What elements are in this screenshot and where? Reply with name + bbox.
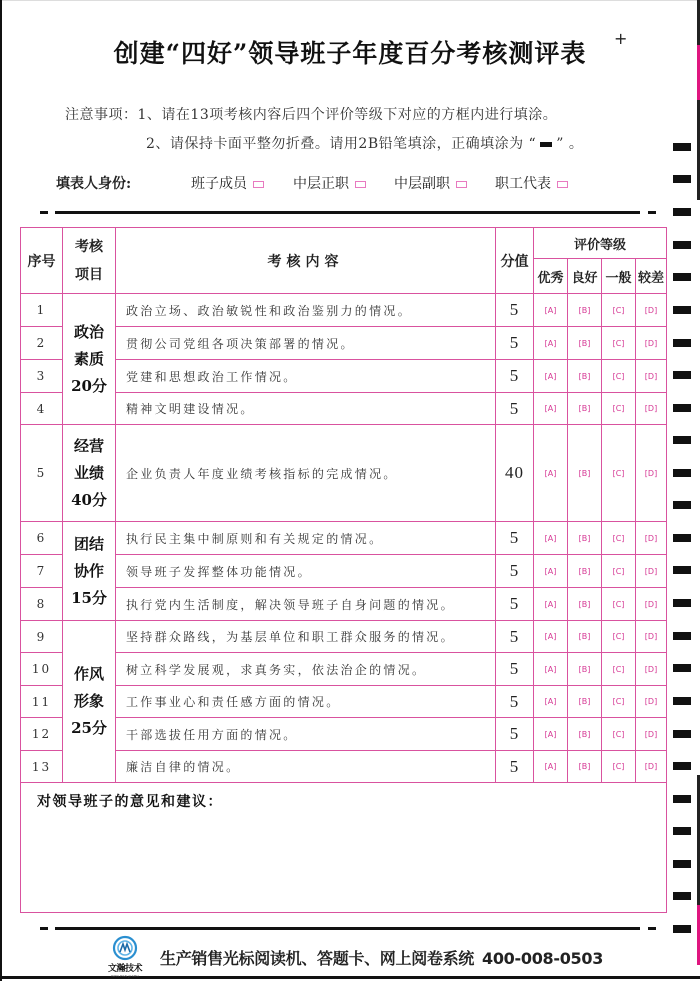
category-line: 作风 — [73, 665, 104, 683]
notes-line-1 — [65, 104, 557, 124]
notes-line-2 — [146, 133, 583, 153]
bubble-a[interactable]: [A] — [534, 327, 568, 360]
timing-mark — [673, 599, 691, 607]
bubble-d[interactable]: [D] — [636, 393, 667, 425]
bubble-a[interactable]: [A] — [534, 588, 568, 621]
row-score: 5 — [496, 555, 534, 588]
header-rating-poor: 较差 — [636, 259, 667, 294]
row-score: 5 — [496, 718, 534, 751]
timing-mark — [673, 273, 691, 281]
timing-mark — [673, 436, 691, 444]
row-number: 4 — [21, 393, 63, 425]
bubble-c[interactable]: [C] — [602, 686, 636, 718]
row-number: 3 — [21, 360, 63, 393]
timing-mark — [673, 534, 691, 542]
bubble-d[interactable]: [D] — [636, 294, 667, 327]
timing-mark — [673, 697, 691, 705]
row-score: 5 — [496, 360, 534, 393]
bubble-d[interactable]: [D] — [636, 588, 667, 621]
bubble-d[interactable]: [D] — [636, 522, 667, 555]
separator-dash — [40, 211, 48, 214]
row-content: 干部选拔任用方面的情况。 — [116, 718, 496, 751]
bubble-c[interactable]: [C] — [602, 751, 636, 783]
header-category-line1: 考核 — [75, 238, 103, 255]
suggestions-label: 对领导班子的意见和建议： — [37, 794, 223, 810]
table-row — [21, 588, 667, 621]
bubble-b[interactable]: [B] — [568, 294, 602, 327]
separator-dash — [40, 927, 48, 930]
bubble-d[interactable]: [D] — [636, 751, 667, 783]
row-content: 工作事业心和责任感方面的情况。 — [116, 686, 496, 718]
timing-mark — [673, 175, 691, 183]
bubble-d[interactable]: [D] — [636, 360, 667, 393]
company-logo — [104, 935, 146, 979]
bubble-c[interactable]: [C] — [602, 360, 636, 393]
row-number: 6 — [21, 522, 63, 555]
timing-mark — [673, 925, 691, 933]
row-number: 2 — [21, 327, 63, 360]
table-row — [21, 555, 667, 588]
checkbox-bubble-icon[interactable] — [456, 181, 467, 188]
timing-mark — [673, 664, 691, 672]
identity-label — [56, 173, 131, 193]
option-label: 职工代表 — [495, 176, 551, 192]
table-row — [21, 751, 667, 783]
separator-dash — [648, 211, 656, 214]
timing-mark — [673, 501, 691, 509]
category-style — [63, 621, 116, 783]
bubble-d[interactable]: [D] — [636, 718, 667, 751]
bubble-a[interactable]: [A] — [534, 294, 568, 327]
bubble-a[interactable]: [A] — [534, 751, 568, 783]
checkbox-bubble-icon[interactable] — [557, 181, 568, 188]
identity-option-middle-deputy[interactable] — [394, 173, 467, 193]
bubble-d[interactable]: [D] — [636, 555, 667, 588]
row-number: 9 — [21, 621, 63, 653]
bubble-c[interactable]: [C] — [602, 294, 636, 327]
logo-name: 文瀚技术 — [107, 964, 142, 974]
logo-swirl-icon — [112, 935, 138, 961]
row-number: 7 — [21, 555, 63, 588]
category-teamwork — [63, 522, 116, 621]
bubble-b[interactable]: [B] — [568, 686, 602, 718]
bubble-d[interactable]: [D] — [636, 327, 667, 360]
row-content: 精神文明建设情况。 — [116, 393, 496, 425]
filled-mark-example-icon — [540, 142, 552, 147]
footer-text: 生产销售光标阅读机、答题卡、网上阅卷系统 — [160, 949, 475, 968]
timing-mark — [673, 730, 691, 738]
bubble-c[interactable]: [C] — [602, 718, 636, 751]
bubble-b[interactable]: [B] — [568, 327, 602, 360]
row-number: 5 — [21, 425, 63, 522]
table-row — [21, 686, 667, 718]
page-top-border — [0, 0, 700, 1]
timing-mark — [673, 566, 691, 574]
header-rating-excellent: 优秀 — [534, 259, 568, 294]
bubble-c[interactable]: [C] — [602, 327, 636, 360]
row-score: 5 — [496, 621, 534, 653]
footer-advert — [160, 946, 603, 969]
footer-phone: 400-008-0503 — [482, 949, 604, 968]
timing-mark — [673, 827, 691, 835]
row-score: 5 — [496, 393, 534, 425]
bubble-b[interactable]: [B] — [568, 360, 602, 393]
category-points: 20分 — [71, 376, 107, 395]
timing-mark — [673, 339, 691, 347]
timing-mark — [673, 306, 691, 314]
bubble-a[interactable]: [A] — [534, 686, 568, 718]
bubble-c[interactable]: [C] — [602, 621, 636, 653]
page-left-border — [0, 0, 2, 981]
bubble-d[interactable]: [D] — [636, 621, 667, 653]
row-score: 5 — [496, 294, 534, 327]
timing-mark — [673, 469, 691, 477]
table-row — [21, 393, 667, 425]
bubble-c[interactable]: [C] — [602, 522, 636, 555]
row-content: 政治立场、政治敏锐性和政治鉴别力的情况。 — [116, 294, 496, 327]
row-number: 10 — [21, 653, 63, 686]
registration-mark-icon: + — [614, 29, 628, 48]
top-separator-line — [55, 211, 640, 214]
row-number: 8 — [21, 588, 63, 621]
table-row — [21, 360, 667, 393]
row-content: 领导班子发挥整体功能情况。 — [116, 555, 496, 588]
row-score: 5 — [496, 327, 534, 360]
bubble-a[interactable]: [A] — [534, 522, 568, 555]
header-category-line2: 项目 — [75, 266, 103, 283]
header-rating-group: 评价等级 — [534, 228, 667, 259]
row-content: 执行党内生活制度，解决领导班子自身问题的情况。 — [116, 588, 496, 621]
category-line: 政治 — [73, 322, 104, 341]
bubble-b[interactable]: [B] — [568, 522, 602, 555]
checkbox-bubble-icon[interactable] — [253, 181, 264, 188]
timing-mark — [673, 632, 691, 640]
timing-mark — [673, 795, 691, 803]
table-row — [21, 327, 667, 360]
notes-label: 注意事项： — [65, 107, 138, 123]
category-line: 素质 — [73, 349, 104, 368]
category-business — [63, 425, 116, 522]
header-index: 序号 — [21, 228, 63, 294]
row-content: 廉洁自律的情况。 — [116, 751, 496, 783]
note-item-2-prefix: 2、请保持卡面平整勿折叠。请用2B铅笔填涂，正确填涂为 “ — [146, 136, 537, 152]
identity-option-staff-rep[interactable] — [495, 173, 568, 193]
checkbox-bubble-icon[interactable] — [355, 181, 366, 188]
row-score: 5 — [496, 588, 534, 621]
bubble-a[interactable]: [A] — [534, 555, 568, 588]
header-category — [63, 228, 116, 294]
bubble-d[interactable]: [D] — [636, 686, 667, 718]
timing-mark — [673, 892, 691, 900]
bubble-b[interactable]: [B] — [568, 393, 602, 425]
bubble-a[interactable]: [A] — [534, 425, 568, 522]
suggestions-row — [21, 783, 667, 913]
bubble-d[interactable]: [D] — [636, 653, 667, 686]
option-label: 中层正职 — [293, 176, 349, 192]
category-line: 经营 — [73, 436, 104, 455]
timing-mark — [673, 404, 691, 412]
category-political — [63, 294, 116, 425]
timing-mark — [673, 762, 691, 770]
table-row — [21, 718, 667, 751]
bubble-a[interactable]: [A] — [534, 653, 568, 686]
bubble-b[interactable]: [B] — [568, 621, 602, 653]
header-rating-average: 一般 — [602, 259, 636, 294]
row-content: 企业负责人年度业绩考核指标的完成情况。 — [116, 425, 496, 522]
bubble-c[interactable]: [C] — [602, 393, 636, 425]
row-number: 12 — [21, 718, 63, 751]
table-row — [21, 522, 667, 555]
row-score: 5 — [496, 686, 534, 718]
category-line: 形象 — [73, 692, 104, 710]
bubble-b[interactable]: [B] — [568, 588, 602, 621]
row-score: 40 — [496, 425, 534, 522]
timing-mark — [673, 241, 691, 249]
bubble-a[interactable]: [A] — [534, 393, 568, 425]
bubble-a[interactable]: [A] — [534, 718, 568, 751]
category-line: 协作 — [73, 561, 104, 580]
timing-mark — [673, 208, 691, 216]
category-points: 40分 — [71, 490, 107, 509]
page-title — [0, 34, 700, 70]
title-text: 创建“四好”领导班子年度百分考核测评表 — [113, 39, 587, 68]
bubble-c[interactable]: [C] — [602, 555, 636, 588]
table-row — [21, 621, 667, 653]
category-points: 15分 — [71, 588, 107, 607]
bubble-c[interactable]: [C] — [602, 425, 636, 522]
bubble-b[interactable]: [B] — [568, 718, 602, 751]
bubble-a[interactable]: [A] — [534, 621, 568, 653]
note-item-2-suffix: ” 。 — [556, 136, 584, 152]
timing-mark — [673, 860, 691, 868]
row-score: 5 — [496, 522, 534, 555]
logo-subtitle: WEN HAN JI SHU — [111, 974, 139, 978]
header-score: 分值 — [496, 228, 534, 294]
separator-dash — [648, 927, 656, 930]
row-score: 5 — [496, 751, 534, 783]
bubble-d[interactable]: [D] — [636, 425, 667, 522]
row-content: 党建和思想政治工作情况。 — [116, 360, 496, 393]
timing-mark — [673, 143, 691, 151]
row-content: 执行民主集中制原则和有关规定的情况。 — [116, 522, 496, 555]
header-rating-good: 良好 — [568, 259, 602, 294]
timing-mark — [673, 371, 691, 379]
table-row — [21, 294, 667, 327]
row-number: 11 — [21, 686, 63, 718]
identity-option-team-member[interactable] — [191, 173, 264, 193]
category-points: 25分 — [71, 719, 107, 737]
evaluation-table — [20, 227, 667, 913]
option-label: 中层副职 — [394, 176, 450, 192]
identity-option-middle-chief[interactable] — [293, 173, 366, 193]
bottom-separator-line — [55, 927, 640, 930]
table-row — [21, 425, 667, 522]
category-line: 业绩 — [73, 463, 104, 482]
identity-label-text: 填表人身份: — [56, 176, 132, 192]
note-item-1: 1、请在13项考核内容后四个评价等级下对应的方框内进行填涂。 — [137, 107, 558, 123]
bubble-c[interactable]: [C] — [602, 653, 636, 686]
row-content: 坚持群众路线，为基层单位和职工群众服务的情况。 — [116, 621, 496, 653]
bubble-a[interactable]: [A] — [534, 360, 568, 393]
category-line: 团结 — [73, 534, 104, 553]
row-number: 1 — [21, 294, 63, 327]
bubble-b[interactable]: [B] — [568, 653, 602, 686]
bubble-b[interactable]: [B] — [568, 751, 602, 783]
row-content: 树立科学发展观，求真务实，依法治企的情况。 — [116, 653, 496, 686]
bubble-c[interactable]: [C] — [602, 588, 636, 621]
bubble-b[interactable]: [B] — [568, 425, 602, 522]
suggestions-area[interactable] — [21, 783, 667, 913]
header-content: 考核内容 — [116, 228, 496, 294]
bubble-b[interactable]: [B] — [568, 555, 602, 588]
row-score: 5 — [496, 653, 534, 686]
row-content: 贯彻公司党组各项决策部署的情况。 — [116, 327, 496, 360]
option-label: 班子成员 — [191, 176, 247, 192]
table-row — [21, 653, 667, 686]
row-number: 13 — [21, 751, 63, 783]
